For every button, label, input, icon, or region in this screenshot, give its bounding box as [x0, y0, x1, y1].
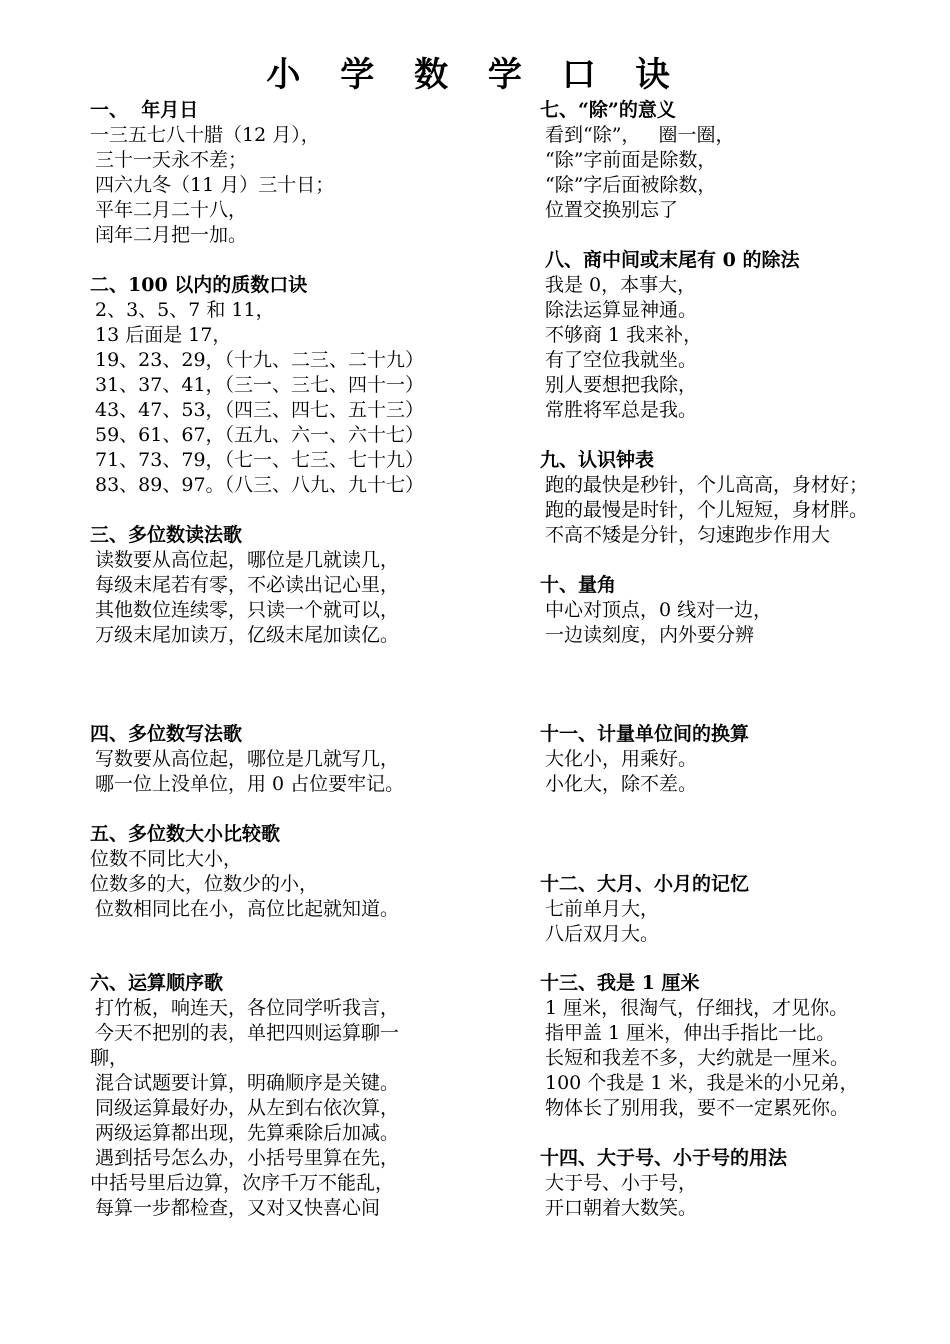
section-unit-conversion — [540, 722, 940, 797]
verse-line: 2、3、5、7 和 11， — [95, 299, 275, 321]
verse-line: 每算一步都检查，又对又快喜心间 — [95, 1197, 381, 1219]
verse-line: 今天不把别的表，单把四则运算聊一 — [95, 1022, 400, 1044]
section-long-short-months — [540, 872, 940, 947]
verse-line: 中心对顶点，0 线对一边， — [545, 599, 773, 621]
verse-line: 读数要从高位起，哪位是几就读几， — [95, 549, 400, 571]
section-heading: 四、多位数写法歌 — [90, 723, 243, 745]
verse-line: 有了空位我就坐。 — [545, 349, 698, 371]
verse-line: 19、23、29，（十九、二三、二十九） — [95, 349, 425, 371]
verse-line: “除”字后面被除数， — [545, 174, 717, 196]
verse-line: 写数要从高位起，哪位是几就写几， — [95, 748, 400, 770]
verse-line: 开口朝着大数笑。 — [545, 1197, 698, 1219]
verse-line: 43、47、53，（四三、四七、五十三） — [95, 399, 425, 421]
verse-line: 大于号、小于号， — [545, 1172, 698, 1194]
verse-line: 跑的最慢是时针，个儿短短，身材胖。 — [545, 499, 869, 521]
verse-line: 三十一天永不差； — [95, 149, 248, 171]
verse-line: 59、61、67，（五九、六一、六十七） — [95, 424, 425, 446]
section-measuring-angles — [540, 573, 940, 648]
section-year-month-day — [90, 98, 465, 248]
verse-line: 大化小，用乘好。 — [545, 748, 698, 770]
verse-line: 位置交换别忘了 — [545, 199, 679, 221]
section-heading: 十、量角 — [540, 574, 617, 596]
section-heading: 八、商中间或末尾有 0 的除法 — [545, 249, 800, 271]
verse-line: 看到“除”， 圈一圈， — [545, 124, 735, 146]
verse-line: 100 个我是 1 米，我是米的小兄弟， — [545, 1072, 859, 1094]
verse-line: “除”字前面是除数， — [545, 149, 717, 171]
verse-line: 遇到括号怎么办，小括号里算在先， — [95, 1147, 400, 1169]
section-heading: 九、认识钟表 — [540, 449, 655, 471]
verse-line: 指甲盖 1 厘米，伸出手指比一比。 — [545, 1022, 836, 1044]
verse-line: 位数多的大，位数少的小， — [90, 873, 319, 895]
section-writing-numbers — [90, 722, 465, 797]
section-meaning-of-divide — [540, 98, 940, 223]
section-heading: 十二、大月、小月的记忆 — [540, 873, 750, 895]
verse-line: 打竹板，响连天，各位同学听我言， — [95, 997, 400, 1019]
verse-line: 中括号里后边算，次序千万不能乱， — [90, 1172, 395, 1194]
section-reading-numbers — [90, 523, 465, 648]
verse-line: 闰年二月把一加。 — [95, 224, 248, 246]
verse-line: 每级末尾若有零，不必读出记心里， — [95, 574, 400, 596]
section-heading: 七、“除”的意义 — [540, 99, 676, 121]
section-heading: 二、100 以内的质数口诀 — [90, 274, 308, 296]
section-heading: 十三、我是 1 厘米 — [540, 972, 700, 994]
verse-line: 别人要想把我除， — [545, 374, 698, 396]
section-operation-order — [90, 971, 465, 1221]
verse-line: 万级末尾加读万，亿级末尾加读亿。 — [95, 624, 400, 646]
verse-line: 71、73、79，（七一、七三、七十九） — [95, 449, 425, 471]
section-zero-in-quotient — [540, 248, 940, 423]
section-heading: 六、运算顺序歌 — [90, 972, 224, 994]
verse-line: 不够商 1 我来补， — [545, 324, 703, 346]
verse-line: 其他数位连续零，只读一个就可以， — [95, 599, 400, 621]
section-greater-less-sign — [540, 1146, 940, 1221]
verse-line: 31、37、41，（三一、三七、四十一） — [95, 374, 425, 396]
page-title: 小 学 数 学 口 诀 — [266, 55, 684, 95]
verse-line: 八后双月大。 — [545, 923, 660, 945]
section-heading: 三、多位数读法歌 — [90, 524, 243, 546]
verse-line: 位数相同比在小，高位比起就知道。 — [95, 898, 400, 920]
verse-line: 跑的最快是秒针，个儿高高，身材好； — [545, 474, 869, 496]
verse-line: 混合试题要计算，明确顺序是关键。 — [95, 1072, 400, 1094]
verse-line: 平年二月二十八， — [95, 199, 248, 221]
verse-line: 物体长了别用我，要不一定累死你。 — [545, 1097, 850, 1119]
section-clock — [540, 448, 940, 548]
verse-line: 位数不同比大小， — [90, 848, 243, 870]
section-primes — [90, 273, 465, 498]
verse-line: 我是 0，本事大， — [545, 274, 697, 296]
verse-line: 两级运算都出现，先算乘除后加减。 — [95, 1122, 400, 1144]
section-comparing-numbers — [90, 822, 465, 922]
verse-line: 1 厘米，很淘气，仔细找，才见你。 — [545, 997, 849, 1019]
verse-line: 哪一位上没单位，用 0 占位要牢记。 — [95, 773, 405, 795]
verse-line: 除法运算显神通。 — [545, 299, 698, 321]
verse-line: 常胜将军总是我。 — [545, 399, 698, 421]
verse-line: 不高不矮是分针，匀速跑步作用大 — [545, 524, 831, 546]
verse-line: 一三五七八十腊（12 月）， — [90, 124, 320, 146]
verse-line: 一边读刻度，内外要分辨 — [545, 624, 755, 646]
section-heading: 一、 年月日 — [90, 99, 199, 121]
section-heading: 五、多位数大小比较歌 — [90, 823, 281, 845]
verse-line: 七前单月大， — [545, 898, 660, 920]
verse-line: 13 后面是 17， — [95, 324, 232, 346]
verse-line: 长短和我差不多，大约就是一厘米。 — [545, 1047, 850, 1069]
verse-line: 四六九冬（11 月）三十日； — [95, 174, 335, 196]
section-one-centimeter — [540, 971, 940, 1121]
verse-line: 83、89、97。（八三、八九、九十七） — [95, 474, 425, 496]
section-heading: 十四、大于号、小于号的用法 — [540, 1147, 788, 1169]
verse-line: 聊， — [90, 1047, 129, 1069]
verse-line: 同级运算最好办，从左到右依次算， — [95, 1097, 400, 1119]
section-heading: 十一、计量单位间的换算 — [540, 723, 750, 745]
verse-line: 小化大，除不差。 — [545, 773, 698, 795]
